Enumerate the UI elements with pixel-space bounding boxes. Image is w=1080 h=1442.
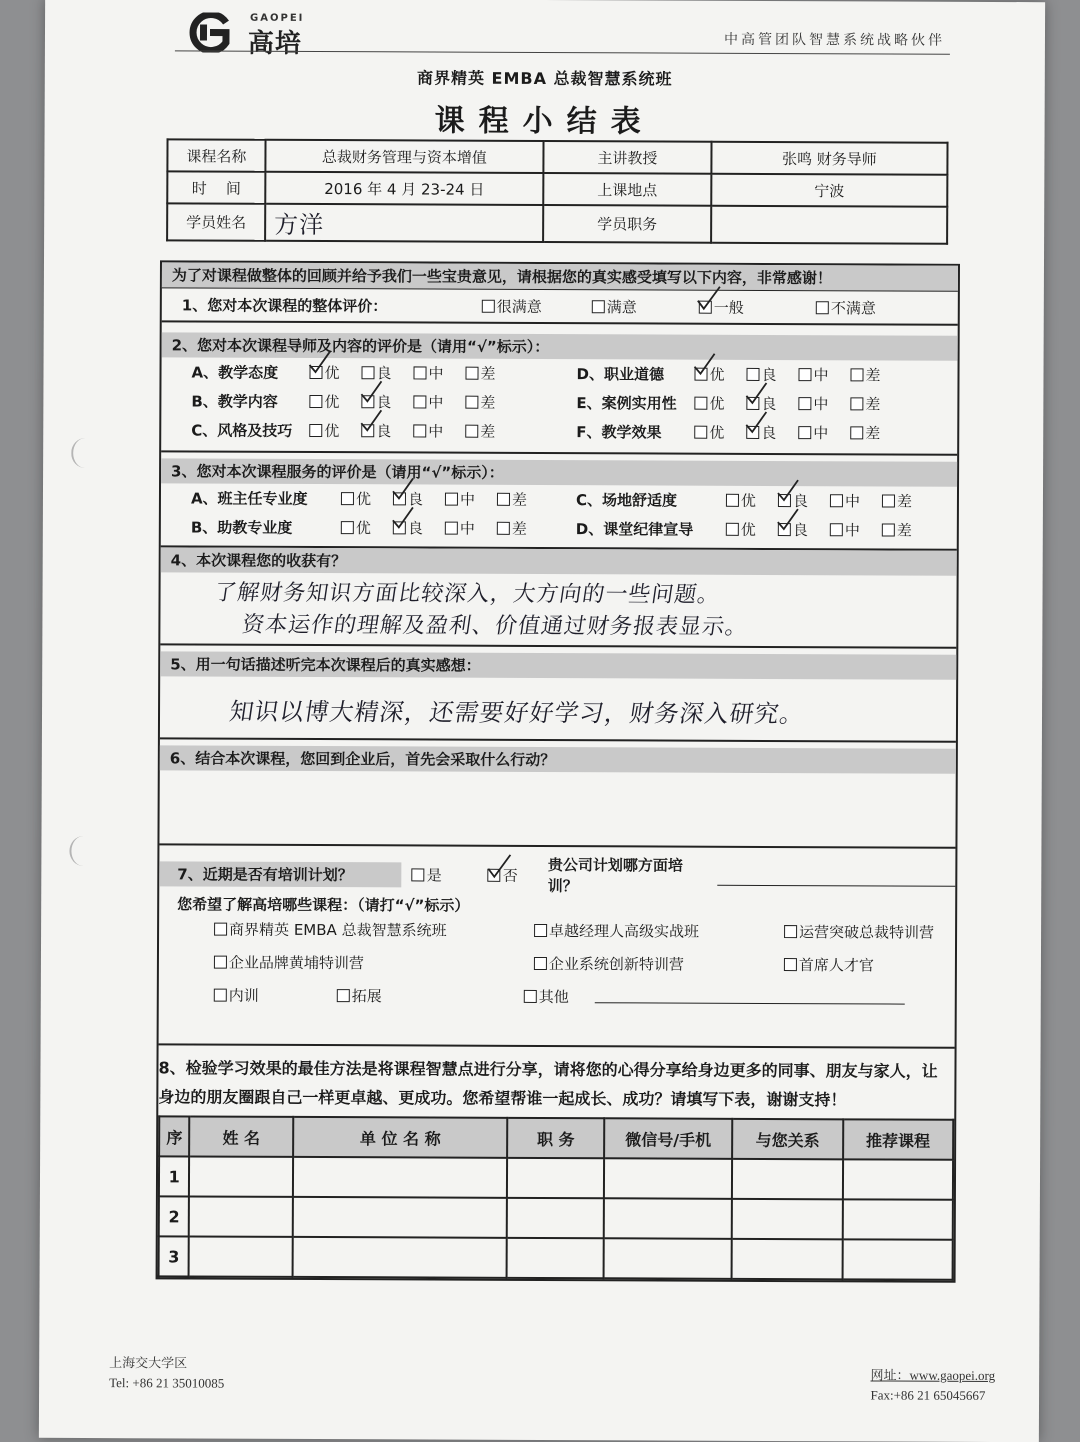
q4-label: 4、本次课程您的收获有？ bbox=[161, 547, 957, 575]
course-option[interactable]: 企业品牌黄埔特训营 bbox=[214, 952, 364, 974]
q2-rating-option[interactable]: 中 bbox=[413, 391, 443, 412]
checkbox[interactable] bbox=[784, 925, 797, 938]
punch-hole bbox=[69, 836, 97, 866]
referral-cell[interactable] bbox=[507, 1238, 604, 1278]
teacher-value: 张鸣 财务导师 bbox=[711, 142, 947, 175]
student-name-handwriting[interactable]: 方洋 bbox=[274, 210, 325, 240]
checkbox[interactable] bbox=[214, 923, 227, 936]
survey-block bbox=[156, 260, 960, 1282]
checkbox[interactable] bbox=[413, 395, 426, 408]
time-value: 2016 年 4 月 23-24 日 bbox=[265, 172, 543, 205]
section-q7 bbox=[159, 857, 956, 1048]
checkbox[interactable] bbox=[309, 424, 322, 437]
referral-cell[interactable] bbox=[292, 1237, 507, 1278]
course-option[interactable]: 拓展 bbox=[337, 985, 382, 1006]
referral-column-header: 单 位 名 称 bbox=[293, 1117, 508, 1158]
checkbox[interactable] bbox=[592, 300, 605, 313]
checkmark-icon bbox=[775, 478, 801, 504]
section-q6 bbox=[159, 745, 955, 848]
q2-rating-option[interactable]: 差 bbox=[466, 363, 496, 384]
checkbox[interactable] bbox=[850, 397, 863, 410]
section-q2 bbox=[161, 332, 958, 455]
checkmark-icon bbox=[390, 505, 416, 531]
checkmark-icon bbox=[743, 381, 769, 407]
q1-option-average[interactable]: 一般 bbox=[699, 296, 744, 317]
q7-course-options bbox=[159, 918, 955, 1007]
referral-cell[interactable] bbox=[843, 1159, 954, 1199]
referral-cell[interactable] bbox=[732, 1159, 843, 1199]
q3-rating-option[interactable]: 良 bbox=[393, 488, 423, 509]
checkbox[interactable] bbox=[816, 301, 829, 314]
q2-rating-option[interactable]: 差 bbox=[850, 393, 880, 414]
q3-label: 3、您对本次课程服务的评价是（请用“√”标示）： bbox=[161, 458, 957, 486]
q3-item-label: C、场地舒适度 bbox=[575, 491, 678, 510]
referral-cell[interactable] bbox=[604, 1158, 733, 1199]
referral-cell[interactable] bbox=[842, 1239, 953, 1279]
place-value: 宁波 bbox=[711, 174, 947, 207]
referral-cell[interactable] bbox=[507, 1158, 604, 1198]
checkbox[interactable] bbox=[882, 494, 895, 507]
q7-courses-label: 您希望了解高培哪些课程：（请打“√”标示） bbox=[177, 895, 470, 915]
q3-rating-option[interactable]: 优 bbox=[726, 490, 756, 511]
checkbox[interactable] bbox=[362, 366, 375, 379]
referral-header-row bbox=[159, 1116, 953, 1159]
checkbox[interactable] bbox=[214, 956, 227, 969]
q3-rating-option[interactable]: 中 bbox=[830, 519, 860, 540]
q3-rating-option[interactable]: 差 bbox=[497, 489, 527, 510]
referral-row-number: 3 bbox=[159, 1236, 190, 1276]
q2-rating-grid bbox=[161, 357, 957, 447]
checkbox[interactable] bbox=[694, 397, 707, 410]
time-label: 时 间 bbox=[167, 171, 265, 203]
checkbox[interactable] bbox=[784, 958, 797, 971]
q6-label: 6、结合本次课程，您回到企业后，首先会采取什么行动？ bbox=[160, 745, 956, 773]
checkbox[interactable] bbox=[465, 396, 478, 409]
checkbox[interactable] bbox=[830, 523, 843, 536]
checkmark-icon bbox=[486, 852, 514, 880]
logo-english: GAOPEI bbox=[250, 12, 305, 24]
section-q8 bbox=[158, 1045, 955, 1280]
teacher-label: 主讲教授 bbox=[543, 141, 711, 174]
q4-answer-line1[interactable]: 了解财务知识方面比较深入，大方向的一些问题。 bbox=[212, 580, 723, 608]
checkbox[interactable] bbox=[830, 494, 843, 507]
q2-rating-option[interactable]: 中 bbox=[798, 364, 828, 385]
form-title: 课程小结表 bbox=[434, 103, 655, 140]
checkbox[interactable] bbox=[214, 989, 227, 1002]
course-option[interactable]: 运营突破总裁特训营 bbox=[784, 921, 934, 943]
referral-row-number: 1 bbox=[159, 1156, 190, 1196]
referral-row bbox=[159, 1156, 953, 1199]
checkbox[interactable] bbox=[413, 424, 426, 437]
q2-row bbox=[161, 357, 957, 389]
q3-rating-option[interactable]: 差 bbox=[882, 519, 912, 540]
checkbox[interactable] bbox=[482, 299, 495, 312]
q3-item-label: A、班主任专业度 bbox=[190, 489, 308, 508]
section-q3 bbox=[161, 458, 957, 550]
section-q4 bbox=[160, 547, 956, 648]
checkbox[interactable] bbox=[798, 397, 811, 410]
checkbox[interactable] bbox=[726, 523, 739, 536]
place-label: 上课地点 bbox=[543, 173, 711, 206]
q2-rating-option[interactable]: 良 bbox=[361, 391, 391, 412]
q3-rating-option[interactable]: 中 bbox=[830, 490, 860, 511]
checkbox[interactable] bbox=[746, 368, 759, 381]
q2-item-label: B、教学内容 bbox=[191, 392, 278, 411]
q5-label: 5、用一句话描述听完本次课程后的真实感想： bbox=[160, 651, 956, 679]
q7-option-yes[interactable]: 是 bbox=[412, 864, 442, 885]
q3-rating-option[interactable]: 中 bbox=[445, 489, 475, 510]
referral-row-number: 2 bbox=[159, 1196, 190, 1236]
form-subtitle: 商界精英 EMBA 总裁智慧系统班 bbox=[416, 68, 673, 89]
q7-plan-label: 贵公司计划哪方面培训？ bbox=[547, 856, 683, 896]
q2-rating-option[interactable]: 良 bbox=[746, 364, 776, 385]
checkbox[interactable] bbox=[798, 426, 811, 439]
q8-text: 8、检验学习效果的最佳方法是将课程智慧点进行分享，请将您的心得分享给身边更多的同事、朋友与家人，让身边的朋友圈跟自己一样更卓越、更成功。您希望帮谁一起成长、成功？请填写下表，谢谢支持！ bbox=[158, 1058, 938, 1110]
checkbox[interactable] bbox=[694, 426, 707, 439]
q2-item-label: F、教学效果 bbox=[576, 423, 662, 442]
referral-cell[interactable] bbox=[189, 1236, 293, 1276]
q2-label: 2、您对本次课程导师及内容的评价是（请用“√”标示）： bbox=[162, 332, 958, 360]
q2-rating-option[interactable]: 中 bbox=[413, 362, 443, 383]
q2-rating-option[interactable]: 中 bbox=[413, 420, 443, 441]
checkbox[interactable] bbox=[534, 957, 547, 970]
checkmark-icon bbox=[743, 410, 769, 436]
q3-rating-option[interactable]: 优 bbox=[341, 488, 371, 509]
q2-item-label: D、职业道德 bbox=[576, 365, 665, 384]
course-label: 课程名称 bbox=[167, 139, 265, 171]
q1-option-very-satisfied[interactable]: 很满意 bbox=[482, 295, 542, 316]
q2-rating-option[interactable]: 良 bbox=[746, 422, 776, 443]
checkbox[interactable] bbox=[524, 990, 537, 1003]
q2-rating-option[interactable]: 优 bbox=[309, 391, 339, 412]
intro-text: 为了对课程做整体的回顾并给予我们一些宝贵意见，请根据您的真实感受填写以下内容，非常感谢！ bbox=[162, 262, 958, 290]
logo-chinese: 高培 bbox=[247, 28, 303, 59]
q3-item-label: B、助教专业度 bbox=[190, 518, 293, 537]
checkmark-icon bbox=[695, 284, 723, 312]
checkmark-icon bbox=[390, 476, 416, 502]
q3-rating-option[interactable]: 良 bbox=[778, 519, 808, 540]
q2-rating-option[interactable]: 优 bbox=[694, 393, 724, 414]
q2-item-label: E、案例实用性 bbox=[576, 394, 677, 413]
referral-cell[interactable] bbox=[732, 1199, 843, 1239]
referral-column-header: 推荐课程 bbox=[843, 1119, 954, 1159]
referral-column-header: 职 务 bbox=[507, 1118, 604, 1158]
course-option[interactable]: 首席人才官 bbox=[784, 954, 874, 975]
q3-rating-option[interactable]: 中 bbox=[445, 518, 475, 539]
q3-row bbox=[161, 483, 957, 515]
checkbox[interactable] bbox=[799, 368, 812, 381]
referral-column-header: 姓 名 bbox=[190, 1116, 294, 1156]
survey-form-page bbox=[39, 0, 1045, 1442]
q1-option-unsatisfied[interactable]: 不满意 bbox=[816, 297, 876, 318]
q1-label: 1、您对本次课程的整体评价： bbox=[181, 295, 388, 315]
q1-row bbox=[162, 287, 958, 323]
referral-column-header: 微信号/手机 bbox=[604, 1118, 733, 1159]
q2-item-label: C、风格及技巧 bbox=[191, 421, 293, 440]
q3-item-label: D、课堂纪律宣导 bbox=[575, 520, 694, 539]
referral-cell[interactable] bbox=[603, 1238, 732, 1279]
referral-cell[interactable] bbox=[189, 1156, 293, 1196]
checkbox[interactable] bbox=[412, 868, 425, 881]
position-value[interactable] bbox=[711, 206, 947, 244]
checkbox[interactable] bbox=[850, 426, 863, 439]
checkbox[interactable] bbox=[337, 989, 350, 1002]
q3-rating-option[interactable]: 优 bbox=[341, 517, 371, 538]
referral-cell[interactable] bbox=[293, 1197, 508, 1238]
footer-address: 上海交大学区 bbox=[109, 1355, 188, 1371]
footer-website[interactable]: 网址：www.gaopei.org bbox=[870, 1367, 996, 1383]
course-value: 总裁财务管理与资本增值 bbox=[265, 140, 543, 173]
checkbox[interactable] bbox=[882, 523, 895, 536]
q4-answer-line2[interactable]: 资本运作的理解及盈利、价值通过财务报表显示。 bbox=[240, 612, 750, 640]
q7-option-no[interactable]: 否 bbox=[488, 864, 518, 885]
position-label: 学员职务 bbox=[543, 205, 711, 243]
referral-column-header: 序 bbox=[159, 1116, 190, 1156]
q3-rating-option[interactable]: 良 bbox=[393, 517, 423, 538]
referral-table bbox=[158, 1115, 955, 1280]
checkbox[interactable] bbox=[465, 425, 478, 438]
course-option[interactable]: 其他 bbox=[524, 986, 569, 1007]
q2-row bbox=[161, 386, 957, 418]
logo-mark-icon bbox=[180, 12, 236, 52]
checkmark-icon bbox=[691, 352, 717, 378]
q2-rating-option[interactable]: 优 bbox=[694, 422, 724, 443]
q2-rating-option[interactable]: 中 bbox=[798, 422, 828, 443]
q1-option-satisfied[interactable]: 满意 bbox=[592, 296, 637, 317]
q7-plan-input[interactable] bbox=[717, 866, 955, 886]
checkmark-icon bbox=[358, 379, 384, 405]
gaopei-logo bbox=[180, 12, 330, 59]
q7-label: 7、近期是否有培训计划？ bbox=[159, 861, 402, 887]
referral-cell[interactable] bbox=[604, 1198, 733, 1239]
footer-right bbox=[870, 1365, 995, 1406]
tagline: 中高管团队智慧系统战略伙伴 bbox=[723, 31, 946, 49]
footer-left bbox=[109, 1353, 224, 1394]
referral-cell[interactable] bbox=[189, 1196, 293, 1236]
course-option[interactable]: 商界精英 EMBA 总裁智慧系统班 bbox=[214, 919, 447, 941]
referral-row bbox=[159, 1236, 953, 1279]
q2-rating-option[interactable]: 良 bbox=[361, 420, 391, 441]
q5-answer[interactable]: 知识以博大精深，还需要好好学习，财务深入研究。 bbox=[227, 697, 807, 729]
q2-item-label: A、教学态度 bbox=[191, 363, 279, 382]
q2-rating-option[interactable]: 差 bbox=[465, 421, 495, 442]
referral-cell[interactable] bbox=[842, 1199, 953, 1239]
checkbox[interactable] bbox=[497, 522, 510, 535]
referral-cell[interactable] bbox=[507, 1198, 604, 1238]
checkbox[interactable] bbox=[726, 494, 739, 507]
checkbox[interactable] bbox=[466, 367, 479, 380]
q3-rating-option[interactable]: 差 bbox=[882, 490, 912, 511]
checkbox[interactable] bbox=[309, 395, 322, 408]
referral-cell[interactable] bbox=[732, 1239, 843, 1279]
course-option[interactable]: 企业系统创新特训营 bbox=[534, 953, 684, 975]
punch-hole bbox=[71, 438, 99, 468]
q2-rating-option[interactable]: 优 bbox=[309, 420, 339, 441]
referral-cell[interactable] bbox=[293, 1157, 508, 1198]
q2-rating-option[interactable]: 优 bbox=[309, 362, 339, 383]
section-q5 bbox=[160, 651, 956, 742]
checkbox[interactable] bbox=[341, 521, 354, 534]
checkbox[interactable] bbox=[445, 522, 458, 535]
checkbox[interactable] bbox=[534, 924, 547, 937]
q2-rating-option[interactable]: 差 bbox=[850, 422, 880, 443]
q2-row bbox=[161, 415, 957, 447]
q2-rating-option[interactable]: 差 bbox=[465, 392, 495, 413]
q2-rating-option[interactable]: 差 bbox=[851, 364, 881, 385]
q2-rating-option[interactable]: 优 bbox=[694, 364, 724, 385]
section-intro-q1 bbox=[162, 262, 958, 325]
course-option[interactable]: 内训 bbox=[214, 985, 259, 1006]
checkbox[interactable] bbox=[414, 366, 427, 379]
checkbox[interactable] bbox=[341, 492, 354, 505]
q2-rating-option[interactable]: 良 bbox=[361, 362, 391, 383]
other-course-input[interactable] bbox=[595, 1002, 905, 1004]
q2-rating-option[interactable]: 良 bbox=[746, 393, 776, 414]
course-info-table bbox=[166, 138, 948, 244]
course-option[interactable]: 卓越经理人高级实战班 bbox=[534, 920, 699, 942]
footer-tel: Tel: +86 21 35010085 bbox=[109, 1375, 225, 1391]
checkbox[interactable] bbox=[497, 493, 510, 506]
referral-row bbox=[159, 1196, 953, 1239]
referral-column-header: 与您关系 bbox=[732, 1119, 843, 1159]
checkmark-icon bbox=[358, 408, 384, 434]
checkbox[interactable] bbox=[851, 368, 864, 381]
q7-plan-row bbox=[159, 856, 955, 896]
q3-rating-grid bbox=[161, 483, 957, 544]
checkmark-icon bbox=[775, 507, 801, 533]
q3-rating-option[interactable]: 良 bbox=[778, 490, 808, 511]
q3-rating-option[interactable]: 优 bbox=[726, 519, 756, 540]
checkmark-icon bbox=[306, 350, 332, 376]
q3-rating-option[interactable]: 差 bbox=[497, 518, 527, 539]
footer-fax: Fax:+86 21 65045667 bbox=[870, 1387, 986, 1403]
q3-row bbox=[161, 512, 957, 544]
checkbox[interactable] bbox=[445, 493, 458, 506]
student-label: 学员姓名 bbox=[167, 203, 265, 240]
q2-rating-option[interactable]: 中 bbox=[798, 393, 828, 414]
